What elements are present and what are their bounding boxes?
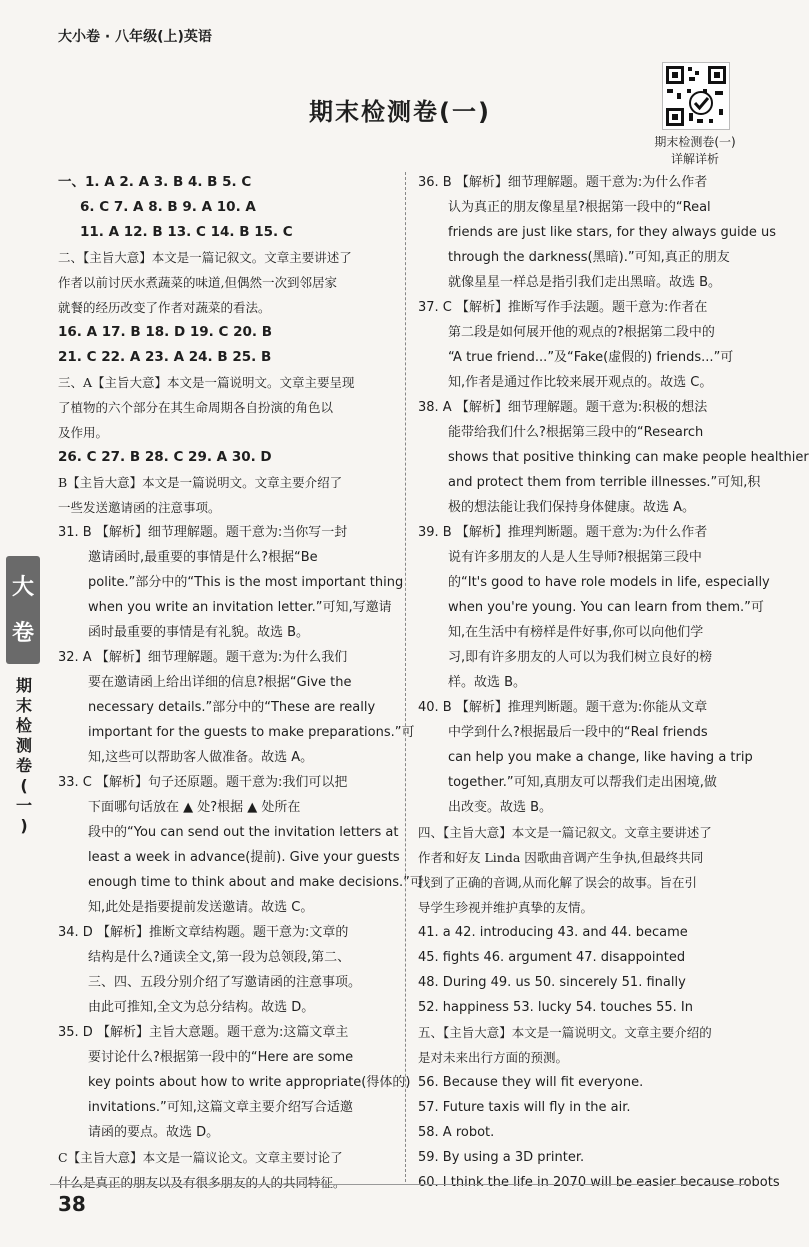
tab-vertical-label	[12, 676, 36, 836]
running-head: 大小卷 · 八年级(上)英语	[58, 29, 212, 45]
text-line: invitations.”可知,这篇文章主要介绍写合适邀	[88, 1100, 353, 1115]
text-line: 要讨论什么?根据第一段中的“Here are some	[88, 1050, 354, 1065]
text-line: 59. By using a 3D printer.	[418, 1150, 585, 1165]
tab-char: 卷	[15, 756, 32, 775]
text-line: 40. B 【解析】推理判断题。题干意为:你能从文章	[418, 700, 708, 715]
text-line: friends are just like stars, for they always guide us	[448, 225, 777, 240]
text-line: 邀请函时,最重要的事情是什么?根据“Be	[88, 550, 318, 565]
qr-caption: 期末检测卷(一) 详解详析	[654, 135, 736, 166]
text-line: least a week in advance(提前). Give your guests	[88, 850, 400, 865]
text-line: 32. A 【解析】细节理解题。题干意为:为什么我们	[58, 650, 348, 665]
text-line: 作者以前讨厌水煮蔬菜的味道,但偶然一次到邻居家	[58, 275, 337, 290]
tab-char: 测	[15, 736, 32, 755]
text-line: 结构是什么?通读全文,第一段为总领段,第二、	[88, 950, 351, 965]
column-divider	[405, 172, 406, 1182]
text-line: key points about how to write appropriate(得体的)	[88, 1075, 411, 1090]
text-line: 知,此处是指要提前发送邀请。故选 C。	[88, 900, 314, 915]
text-line: 找到了正确的音调,从而化解了误会的故事。旨在引	[418, 875, 697, 890]
text-line: necessary details.”部分中的“These are really	[88, 700, 376, 715]
text-line: 由此可推知,全文为总分结构。故选 D。	[88, 1000, 315, 1015]
text-line: 60. I think the life in 2070 will be easier because robots	[418, 1175, 780, 1190]
text-line: 中学到什么?根据最后一段中的“Real friends	[448, 725, 708, 740]
text-line: enough time to think about and make decisions.”可	[88, 875, 423, 890]
text-line: 36. B 【解析】细节理解题。题干意为:为什么作者	[418, 175, 708, 190]
text-line: 34. D 【解析】推断文章结构题。题干意为:文章的	[58, 925, 349, 940]
text-line: 16. A 17. B 18. D 19. C 20. B	[58, 324, 273, 340]
tab-char: 检	[15, 716, 32, 735]
text-line: 能带给我们什么?根据第三段中的“Research	[448, 425, 704, 440]
text-line: 37. C 【解析】推断写作手法题。题干意为:作者在	[418, 300, 708, 315]
text-line: polite.”部分中的“This is the most important thing	[88, 575, 404, 590]
text-line: can help you make a change, like having a trip	[448, 750, 753, 765]
text-line: 45. fights 46. argument 47. disappointed	[418, 950, 686, 965]
text-line: 说有许多朋友的人是人生导师?根据第三段中	[448, 550, 702, 565]
text-line: 一、1. A 2. A 3. B 4. B 5. C	[58, 174, 252, 190]
text-line: 了植物的六个部分在其生命周期各自扮演的角色以	[58, 400, 334, 415]
tab-char: (	[20, 776, 28, 795]
text-line: together.”可知,真朋友可以帮我们走出困境,做	[448, 775, 717, 790]
text-line: 样。故选 B。	[448, 675, 527, 690]
text-line: 第二段是如何展开他的观点的?根据第二段中的	[448, 325, 715, 340]
text-line: 出改变。故选 B。	[448, 800, 553, 815]
text-line: 知,这些可以帮助客人做准备。故选 A。	[88, 750, 314, 765]
text-line: 什么是真正的朋友以及有很多朋友的人的共同特征。	[58, 1175, 346, 1190]
text-line: 35. D 【解析】主旨大意题。题干意为:这篇文章主	[58, 1025, 349, 1040]
text-line: 三、A【主旨大意】本文是一篇说明文。文章主要呈现	[58, 375, 355, 390]
text-line: 41. a 42. introducing 43. and 44. became	[418, 925, 688, 940]
text-line: when you write an invitation letter.”可知,写邀请	[88, 600, 392, 615]
text-line: 四、【主旨大意】本文是一篇记叙文。文章主要讲述了	[418, 825, 712, 840]
tab-char: )	[20, 816, 28, 835]
text-line: shows that positive thinking can make people healthier	[448, 450, 809, 465]
text-line: 二、【主旨大意】本文是一篇记叙文。文章主要讲述了	[58, 250, 352, 265]
text-line: 21. C 22. A 23. A 24. B 25. B	[58, 349, 272, 365]
tab-char: 末	[15, 696, 32, 715]
text-line: 38. A 【解析】细节理解题。题干意为:积极的想法	[418, 400, 708, 415]
text-line: 39. B 【解析】推理判断题。题干意为:为什么作者	[418, 525, 708, 540]
tab-char: 一	[15, 796, 32, 815]
text-line: 请函的要点。故选 D。	[88, 1125, 220, 1140]
text-line: 11. A 12. B 13. C 14. B 15. C	[80, 224, 293, 240]
tab-char: 期	[15, 676, 32, 695]
qr-code-icon[interactable]	[662, 62, 730, 130]
page-number: 38	[58, 1192, 86, 1216]
text-line: 56. Because they will fit everyone.	[418, 1075, 644, 1090]
text-line: 知,在生活中有榜样是件好事,你可以向他们学	[448, 625, 704, 640]
text-line: 48. During 49. us 50. sincerely 51. finally	[418, 975, 686, 990]
text-line: 是对未来出行方面的预测。	[418, 1050, 569, 1065]
text-line: 认为真正的朋友像星星?根据第一段中的“Real	[448, 200, 711, 215]
text-line: and protect them from terrible illnesses.”可知,积	[448, 475, 761, 490]
text-line: 极的想法能让我们保持身体健康。故选 A。	[448, 500, 696, 515]
page-title: 期末检测卷(一)	[309, 98, 491, 126]
text-line: 要在邀请函上给出详细的信息?根据“Give the	[88, 675, 352, 690]
text-line: C【主旨大意】本文是一篇议论文。文章主要讨论了	[58, 1150, 343, 1165]
text-line: 的“It's good to have role models in life, especially	[448, 575, 770, 590]
text-line: 52. happiness 53. lucky 54. touches 55. In	[418, 1000, 694, 1015]
bottom-rule	[50, 1184, 750, 1185]
text-line: through the darkness(黑暗).”可知,真正的朋友	[448, 250, 730, 265]
text-line: 五、【主旨大意】本文是一篇说明文。文章主要介绍的	[418, 1025, 712, 1040]
text-line: 6. C 7. A 8. B 9. A 10. A	[80, 199, 256, 215]
text-line: 下面哪句话放在 ▲ 处?根据 ▲ 处所在	[88, 800, 301, 815]
text-line: 函时最重要的事情是有礼貌。故选 B。	[88, 625, 310, 640]
text-line: 导学生珍视并维护真挚的友情。	[418, 900, 594, 915]
text-line: 知,作者是通过作比较来展开观点的。故选 C。	[448, 375, 713, 390]
text-line: 26. C 27. B 28. C 29. A 30. D	[58, 449, 272, 465]
text-line: 一些发送邀请函的注意事项。	[58, 500, 221, 515]
right-column	[418, 170, 809, 1195]
text-line: 及作用。	[58, 425, 109, 440]
text-line: 就餐的经历改变了作者对蔬菜的看法。	[58, 300, 271, 315]
text-line: B【主旨大意】本文是一篇说明文。文章主要介绍了	[58, 475, 343, 490]
text-line: “A true friend...”及“Fake(虚假的) friends...”可	[448, 350, 734, 365]
text-line: 段中的“You can send out the invitation letters at	[88, 825, 399, 840]
side-tab	[0, 556, 46, 835]
text-line: 三、四、五段分别介绍了写邀请函的注意事项。	[88, 975, 362, 990]
left-column	[58, 170, 423, 1195]
text-line: 57. Future taxis will fly in the air.	[418, 1100, 631, 1115]
text-line: 58. A robot.	[418, 1125, 495, 1140]
text-line: 作者和好友 Linda 因歌曲音调产生争执,但最终共同	[418, 850, 704, 865]
text-line: 就像星星一样总是指引我们走出黑暗。故选 B。	[448, 275, 722, 290]
text-line: 习,即有许多朋友的人可以为我们树立良好的榜	[448, 650, 713, 665]
tab-box: 大 卷	[6, 556, 40, 664]
text-line: 31. B 【解析】细节理解题。题干意为:当你写一封	[58, 525, 348, 540]
text-line: important for the guests to make preparations.”可	[88, 725, 415, 740]
text-line: when you're young. You can learn from them.”可	[448, 600, 764, 615]
text-line: 33. C 【解析】句子还原题。题干意为:我们可以把	[58, 775, 348, 790]
